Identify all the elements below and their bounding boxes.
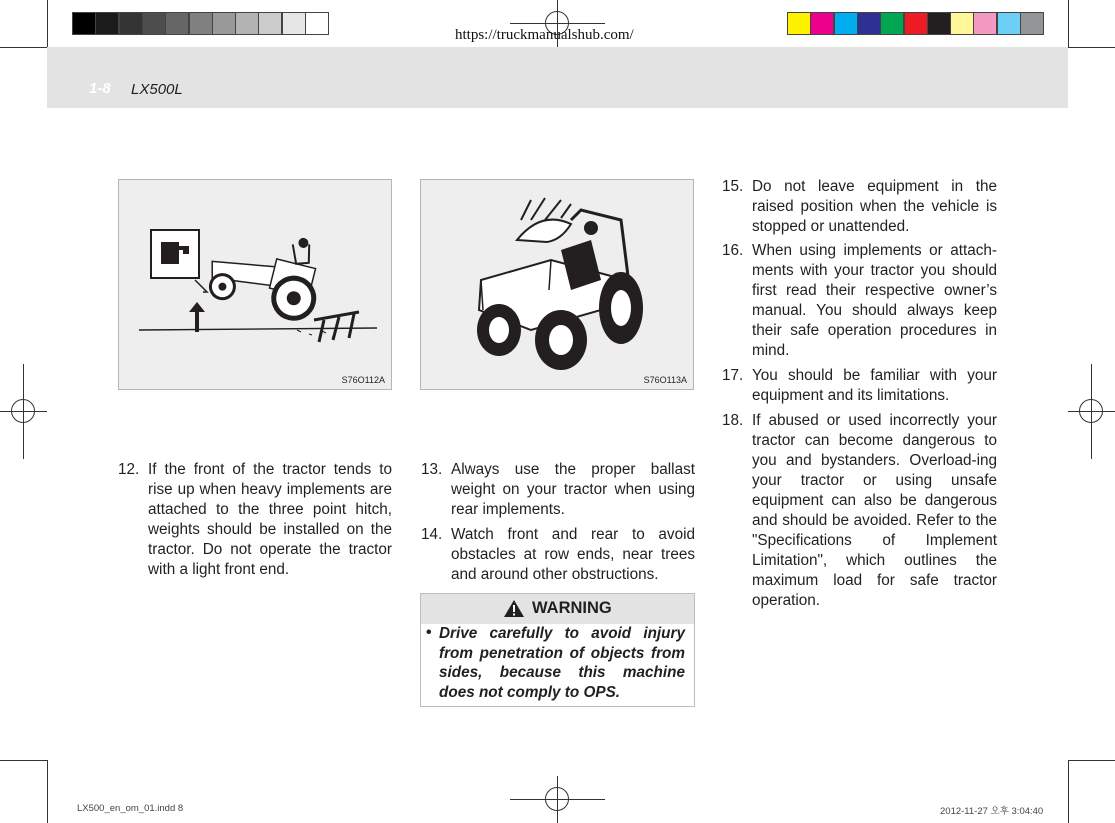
warning-header [421,594,694,624]
list-item-text: Do not leave equipment in the raised position when the vehicle is stopped or unattended. [752,178,997,235]
list-item-15 [722,177,997,237]
color-swatch [997,12,1021,35]
crop-mark [47,760,48,823]
list-item-text: If the front of the tractor tends to rise up when heavy implements are attached to the three point hitch, weights should be installed on the tractor. Do not operate the tractor with a light front end. [148,461,392,578]
gray-swatch [142,12,166,35]
footer-filename: LX500_en_om_01.indd 8 [77,803,184,814]
color-swatch [904,12,928,35]
list-item-number: 16. [722,242,744,259]
crop-mark [0,47,47,48]
list-item-text: When using implements or attach-ments with your tractor you should first read their respective owner’s manual. You should always keep their safe operation procedures in mind. [752,242,997,359]
list-item-number: 18. [722,412,744,429]
gray-swatch [282,12,306,35]
figure-tractor-obstacle [420,179,694,390]
model-name: LX500L [131,81,183,98]
gray-swatch [119,12,143,35]
list-item-text: You should be familiar with your equipment and its limitations. [752,367,997,404]
gray-swatch [258,12,282,35]
color-swatch [927,12,951,35]
color-swatch [857,12,881,35]
list-item-16 [722,241,997,361]
list-item-text: Always use the proper ballast weight on your tractor when using rear implements. [451,461,695,518]
crop-mark [1068,760,1069,823]
figure-code: S76O112A [341,375,385,385]
list-item-text: Watch front and rear to avoid obstacles at row ends, near trees and around other obstructions. [451,526,695,583]
crop-mark [47,0,48,47]
color-swatch [787,12,811,35]
bullet-icon: • [426,624,432,641]
color-swatch [950,12,974,35]
color-swatch [1020,12,1044,35]
tractor-obstacle-illustration [421,180,693,380]
source-url[interactable]: https://truckmanualshub.com/ [455,27,634,43]
page-number: 1-8 [89,80,111,97]
list-item-17 [722,366,997,406]
footer-timestamp: 2012-11-27 오후 3:04:40 [940,806,1044,817]
gray-swatch [72,12,96,35]
crop-mark [0,760,47,761]
crop-mark [1068,760,1115,761]
gray-swatch [165,12,189,35]
list-item-12 [118,460,392,580]
list-item-number: 13. [421,461,443,478]
warning-box [420,593,695,707]
warning-icon [503,599,525,618]
list-item-text: If abused or used incorrectly your tractor can become dangerous to you and bystanders. Overload-ing your tractor or using unsafe equipment can also be dangerous and should be avoided. Refer to the "Specifications of Implement Limitation", which outlines the maximum load for safe tractor operation. [752,412,997,609]
list-item-14 [421,525,695,585]
list-item-number: 12. [118,461,140,478]
figure-code: S76O113A [643,375,687,385]
gray-swatch [95,12,119,35]
gray-swatch [305,12,329,35]
warning-text: Drive carefully to avoid injury from penetration of objects from sides, because this machine does not comply to OPS. [439,625,685,701]
list-item-13 [421,460,695,520]
figure-tractor-front-lift [118,179,392,390]
header-band [47,47,1068,108]
color-swatch [880,12,904,35]
color-swatch [834,12,858,35]
color-swatch [810,12,834,35]
gray-swatch [235,12,259,35]
list-item-number: 17. [722,367,744,384]
tractor-front-lift-illustration [119,180,391,370]
color-swatch [973,12,997,35]
list-item-number: 15. [722,178,744,195]
warning-title: WARNING [532,599,612,617]
gray-swatch [189,12,213,35]
list-item-18 [722,411,997,611]
crop-mark [1068,0,1069,47]
gray-swatch [212,12,236,35]
crop-mark [1068,47,1115,48]
list-item-number: 14. [421,526,443,543]
